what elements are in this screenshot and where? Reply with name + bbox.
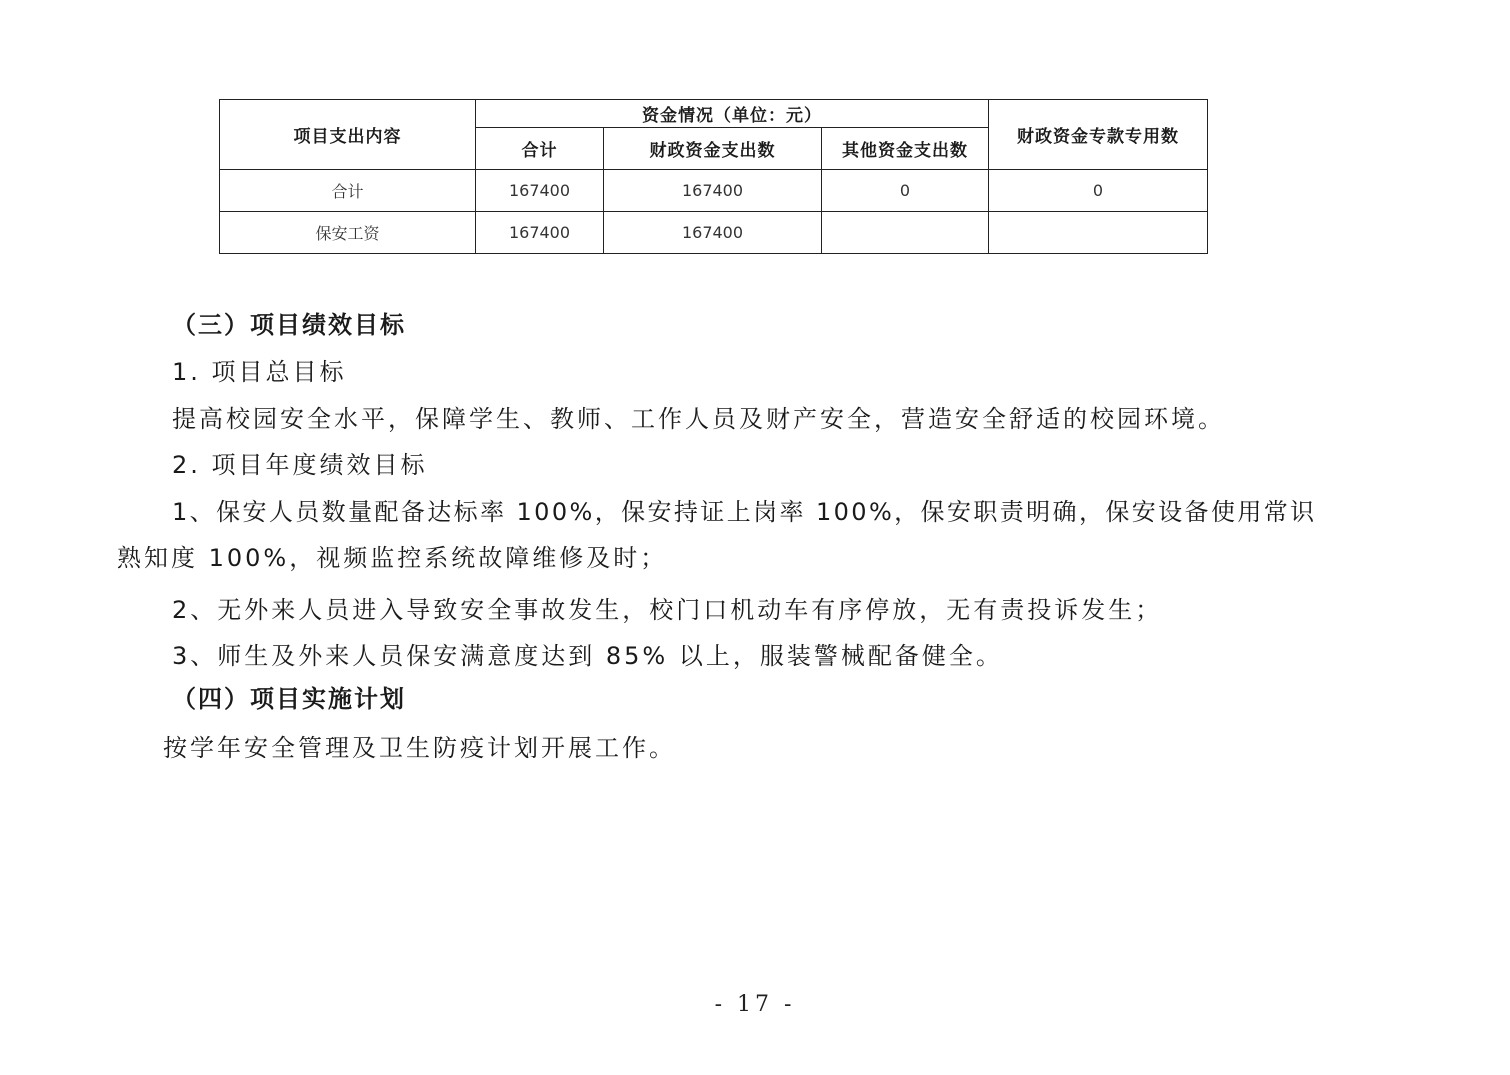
header-special-fund: 财政资金专款专用数 — [989, 100, 1208, 170]
paragraph-implementation-plan: 按学年安全管理及卫生防疫计划开展工作。 — [163, 734, 676, 762]
cell-special — [989, 212, 1208, 254]
header-other-expense: 其他资金支出数 — [822, 128, 989, 170]
header-fiscal-expense: 财政资金支出数 — [604, 128, 822, 170]
table-header-row — [220, 100, 1208, 128]
cell-item: 合计 — [220, 170, 476, 212]
section-heading-performance-goals: （三）项目绩效目标 — [172, 311, 406, 339]
paragraph-goal-item-2: 2、无外来人员进入导致安全事故发生，校门口机动车有序停放，无有责投诉发生； — [172, 596, 1163, 624]
paragraph-goal-item-1-continued: 熟知度 100%，视频监控系统故障维修及时； — [117, 544, 668, 572]
header-item-content: 项目支出内容 — [220, 100, 476, 170]
subheading-annual-goal: 2. 项目年度绩效目标 — [172, 451, 428, 479]
cell-fiscal: 167400 — [604, 170, 822, 212]
subheading-overall-goal: 1. 项目总目标 — [172, 358, 347, 386]
table-row — [220, 212, 1208, 254]
page-number: - 17 - — [714, 992, 796, 1017]
table-row — [220, 170, 1208, 212]
paragraph-overall-goal: 提高校园安全水平，保障学生、教师、工作人员及财产安全，营造安全舒适的校园环境。 — [172, 405, 1225, 433]
cell-other: 0 — [822, 170, 989, 212]
cell-fiscal: 167400 — [604, 212, 822, 254]
paragraph-goal-item-3: 3、师生及外来人员保安满意度达到 85% 以上，服装警械配备健全。 — [172, 642, 1003, 670]
cell-total: 167400 — [476, 212, 604, 254]
header-total: 合计 — [476, 128, 604, 170]
cell-special: 0 — [989, 170, 1208, 212]
header-funding-status: 资金情况（单位：元） — [476, 100, 989, 128]
cell-other — [822, 212, 989, 254]
funding-table — [219, 99, 1208, 254]
cell-total: 167400 — [476, 170, 604, 212]
section-heading-implementation-plan: （四）项目实施计划 — [172, 685, 406, 713]
paragraph-goal-item-1: 1、保安人员数量配备达标率 100%，保安持证上岗率 100%，保安职责明确，保安设备使用常识 — [172, 498, 1317, 526]
cell-item: 保安工资 — [220, 212, 476, 254]
